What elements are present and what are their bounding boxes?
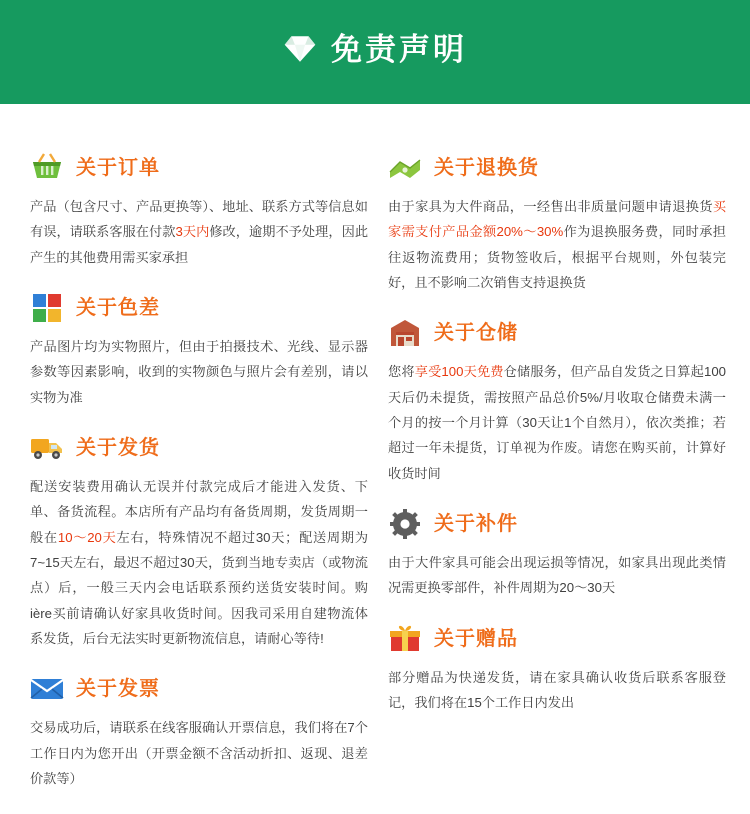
section-order <box>30 152 368 270</box>
gift-icon <box>388 623 422 655</box>
section-shipping-head <box>30 432 368 464</box>
section-parts-body <box>388 550 726 601</box>
section-gifts-title: 关于赠品 <box>434 627 518 650</box>
section-order-title: 关于订单 <box>76 157 160 179</box>
page-title: 免责声明 <box>331 31 467 67</box>
body-text: 您将 <box>388 364 415 380</box>
content-columns <box>0 104 750 814</box>
highlighted-text: 享受100天免费 <box>414 364 504 380</box>
body-text: 配送安装费用确认无误并付款完成后才能进入发货、下单、备货流程。本店所有产品均有备货周期，发货周期一般在 <box>30 479 368 545</box>
body-text: 交易成功后，请联系在线客服确认开票信息，我们将在7个工作日内为您开出（开票金额不含活动折扣、返现、退差价款等） <box>30 720 368 787</box>
truck-icon <box>30 432 64 464</box>
diamond-icon <box>283 33 317 65</box>
section-color-difference <box>30 292 368 410</box>
basket-icon <box>30 152 64 184</box>
body-text: 部分赠品为快递发货，请在家具确认收货后联系客服登记，我们将在15个工作日内发出 <box>388 669 726 711</box>
section-gifts-body <box>388 665 726 716</box>
section-storage-title: 关于仓储 <box>434 322 518 345</box>
section-invoice-head <box>30 673 368 705</box>
section-parts-title: 关于补件 <box>434 513 518 536</box>
left-column <box>30 152 368 814</box>
section-shipping <box>30 432 368 651</box>
body-text: 由于家具为大件商品，一经售出非质量问题申请退换货 <box>388 199 713 214</box>
highlighted-text: 买家需支付产品金额20%～30% <box>388 199 726 240</box>
section-order-head <box>30 152 368 184</box>
gear-icon <box>388 508 422 540</box>
color-swatch-icon <box>30 292 64 324</box>
section-shipping-body <box>30 474 368 651</box>
body-text: 仓储服务，但产品自发货之日算起100天后仍未提货，需按照产品总价5%/月收取仓储费未满一个月的按一个月计算（30天让1个自然月），依次类推；若超过一年未提货，订单视为作废。请您在购买前，计算好收货时间 <box>388 364 726 481</box>
section-gifts <box>388 623 726 716</box>
page-header <box>0 0 750 104</box>
section-invoice-body <box>30 715 368 791</box>
header-inner <box>283 33 467 65</box>
section-parts <box>388 508 726 601</box>
section-storage-head <box>388 317 726 349</box>
section-color-difference-body <box>30 334 368 410</box>
body-text: 产品（包含尺寸、产品更换等）、地址、联系方式等信息如有误，请联系客服在付款 <box>30 199 368 240</box>
section-shipping-title: 关于发货 <box>76 437 160 460</box>
section-gifts-head <box>388 623 726 655</box>
section-returns-title: 关于退换货 <box>434 157 539 179</box>
section-storage <box>388 317 726 486</box>
body-text: 修改，逾期不予处理，因此产生的其他费用需买家承担 <box>30 224 369 265</box>
section-order-body <box>30 194 368 270</box>
section-color-difference-title: 关于色差 <box>76 297 160 320</box>
body-text: 产品图片均为实物照片，但由于拍摄技术、光线、显示器参数等因素影响，收到的实物颜色与照片会有差别，请以实物为准 <box>30 339 368 405</box>
highlighted-text: 3天内 <box>175 224 210 240</box>
envelope-icon <box>30 673 64 705</box>
section-storage-body <box>388 359 726 486</box>
body-text: 作为退换服务费，同时承担往返物流费用；货物签收后，根据平台规则，外包装完好，且不影响二次销售支持退换货 <box>388 224 726 291</box>
section-color-difference-head <box>30 292 368 324</box>
section-returns-head <box>388 152 726 184</box>
section-invoice <box>30 673 368 791</box>
warehouse-icon <box>388 317 422 349</box>
section-parts-head <box>388 508 726 540</box>
section-invoice-title: 关于发票 <box>76 678 160 701</box>
body-text: 由于大件家具可能会出现运损等情况，如家具出现此类情况需更换零部件，补件周期为20～30天 <box>388 555 726 596</box>
body-text: 左右，特殊情况不超过30天；配送周期为7~15天左右，最迟不超过30天，货到当地专卖店（或物流点）后，一般三天内会电话联系预约送货安装时间。购ière买前请确认好家具收货时间。因我司采用自建物流体系发货，后台无法实时更新物流信息，请耐心等待! <box>30 529 369 647</box>
section-returns-body <box>388 194 726 295</box>
money-icon <box>388 152 422 184</box>
highlighted-text: 10～20天 <box>57 529 117 545</box>
right-column <box>388 152 726 814</box>
section-returns <box>388 152 726 295</box>
